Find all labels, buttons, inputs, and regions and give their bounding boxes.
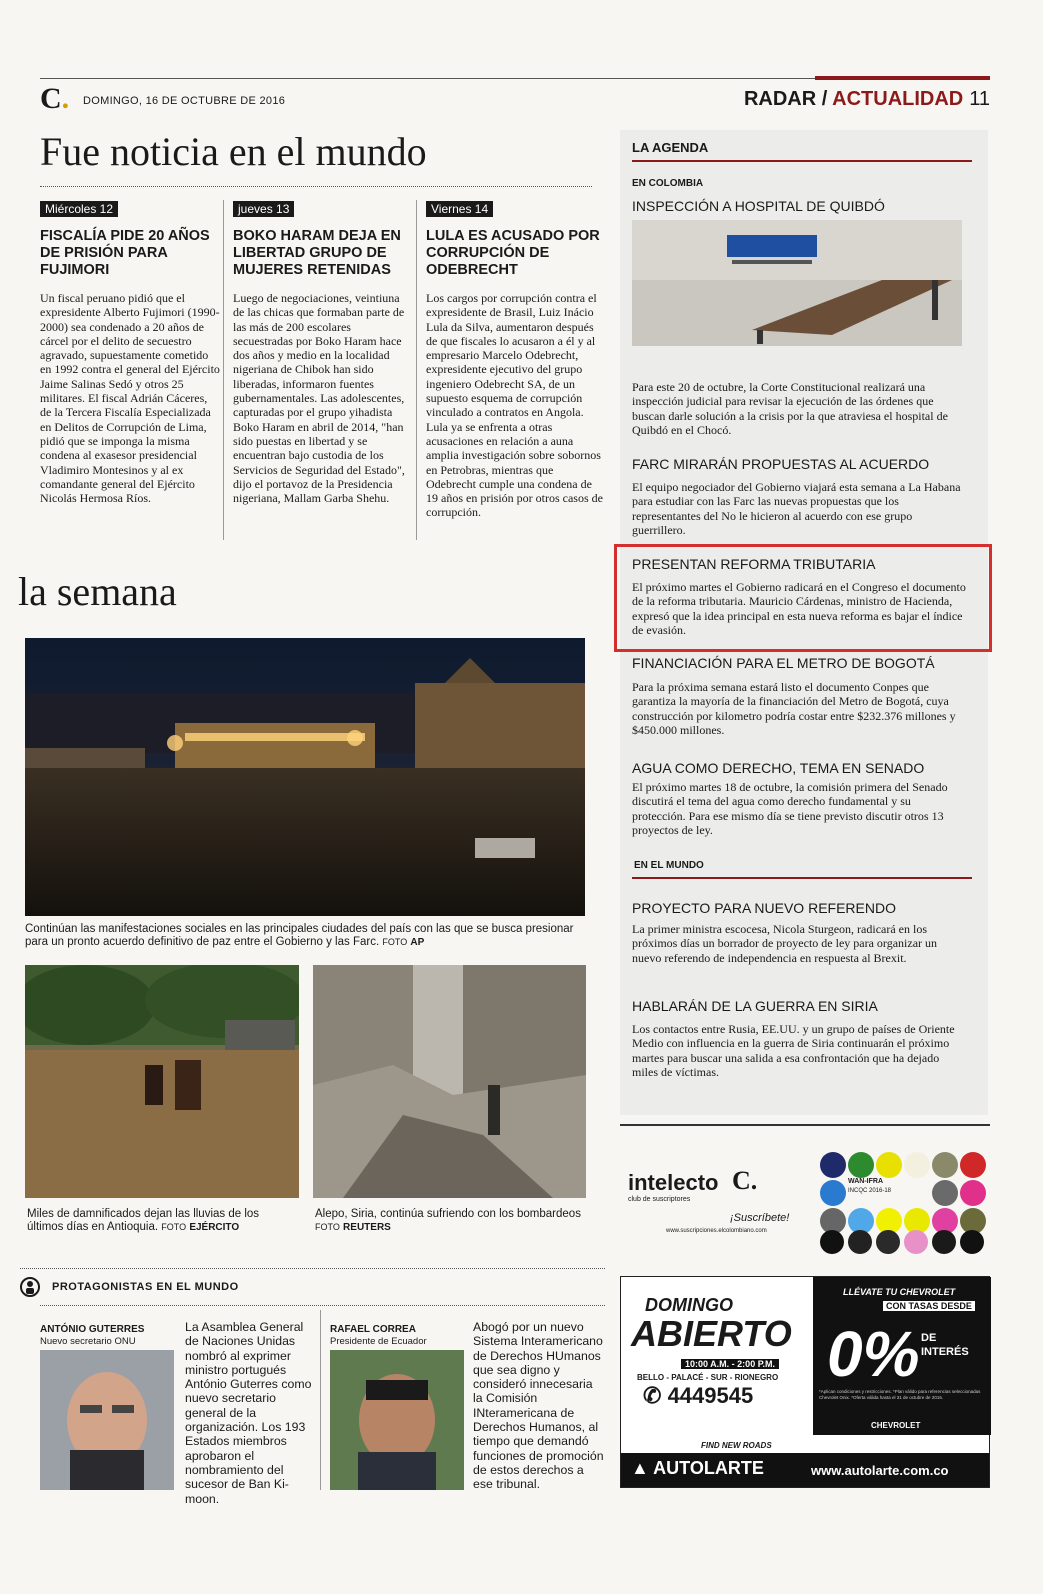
day-column (40, 200, 220, 505)
incqc-label: INCQC 2016-18 (848, 1188, 892, 1194)
ad-fine-print: *Aplican condiciones y restricciones. *Plan válido para referencias seleccionadas Chevrolet Onix. *Oferta válida hasta el 31 de octubre de 2016. (819, 1389, 981, 1400)
day-headline: LULA ES ACUSADO POR CORRUPCIÓN DE ODEBRECHT (426, 228, 600, 278)
flood-photo (25, 965, 299, 1198)
hospital-photo (632, 220, 962, 346)
photo-caption: Miles de damnificados dejan las lluvias de los últimos días en Antioquia. FOTO EJÉRCITO (27, 1208, 260, 1233)
issue-date: DOMINGO, 16 DE OCTUBRE DE 2016 (83, 95, 286, 107)
day-body: Luego de negociaciones, veintiuna de las chicas que formaban parte de las más de 200 escolares secuestradas por Boko Haram hace dos años y medio en la localidad nigeriana de Chibok han sido liberadas, informaron fuentes gubernamentales. Las adolescentes, capturadas por el grupo yihadista Boko Haram en abril de 2014, "han sido puestas en libertad y se encuentran bajo custodia de los Servicios de Seguridad del Estado", dijo el portavoz de la Presidencia nigeriana, Mallam Garba Shehu. (233, 291, 405, 506)
day-badge: jueves 13 (233, 201, 294, 217)
ad-phone[interactable]: ✆ 4449545 (643, 1383, 754, 1408)
correa-portrait (330, 1350, 464, 1490)
person-icon (20, 1277, 40, 1297)
title-divider (40, 186, 592, 187)
agenda-headline: FARC MIRARÁN PROPUESTAS AL ACUERDO (632, 456, 930, 472)
autolarte-brand: ▲ AUTOLARTE (631, 1458, 764, 1478)
day-column (426, 200, 606, 520)
day-body: Un fiscal peruano pidió que el expresidente Alberto Fujimori (1990-2000) sea condenado a 20 años de cárcel por el delito de secuestro agravado, supuestamente cometido en 1992 contra el general del Ejército Jaime Salinas Sedó y otros 25 militares. El fiscal Adrián Cáceres, de la Tercera Fiscalía Especializada en Delitos de Corrupción de Lima, pidió que se imponga la misma condena al exasesor presidencial Vladimiro Montesinos y al ex comandante general del Ejército Nicolás Hermosa Ríos. (40, 291, 220, 506)
intelecto-cta[interactable]: ¡Suscríbete! (730, 1212, 790, 1224)
color-swatch (960, 1180, 986, 1206)
agenda-body: El próximo martes 18 de octubre, la comisión primera del Senado discutirá el tema del agua como derecho fundamental y su protección. Para ese mismo día se tiene previsto discutir otros 13 proyectos de ley. (632, 780, 948, 837)
section-divider (620, 1124, 990, 1126)
agenda-sub-colombia: EN COLOMBIA (632, 178, 704, 189)
ad-line1: DOMINGO (645, 1295, 733, 1315)
intelecto-logo: C. (732, 1166, 758, 1195)
semana-title: la semana (18, 569, 177, 614)
intelecto-brand: intelecto (628, 1170, 719, 1195)
intelecto-sub: club de suscriptores (628, 1196, 691, 1203)
ad-line2: ABIERTO (631, 1313, 792, 1354)
agenda-headline: PROYECTO PARA NUEVO REFERENDO (632, 900, 896, 916)
color-swatch (904, 1230, 928, 1254)
agenda-sub-mundo: EN EL MUNDO (634, 860, 704, 871)
color-swatch (876, 1152, 902, 1178)
color-swatch (932, 1230, 956, 1254)
person-name: ANTÓNIO GUTERRES (40, 1324, 145, 1335)
chevrolet-label: CHEVROLET (871, 1421, 921, 1430)
newspaper-logo: C. (40, 82, 70, 115)
color-swatch (820, 1230, 844, 1254)
autolarte-logo-icon: ▲ (631, 1458, 649, 1478)
agenda-headline: PRESENTAN REFORMA TRIBUTARIA (632, 556, 876, 572)
photo-caption: Alepo, Siria, continúa sufriendo con los bombardeos FOTO REUTERS (315, 1208, 581, 1233)
person-name: RAFAEL CORREA (330, 1324, 416, 1335)
agenda-headline: AGUA COMO DERECHO, TEMA EN SENADO (632, 760, 925, 776)
agenda-rule (632, 160, 972, 162)
agenda-headline: FINANCIACIÓN PARA EL METRO DE BOGOTÁ (632, 655, 935, 671)
ad-rate-label: DE INTERÉS (921, 1332, 969, 1358)
day-badge: Miércoles 12 (40, 201, 118, 217)
agenda-body: El próximo martes el Gobierno radicará en el Congreso el documento de la reforma tributaria. Mauricio Cárdenas, ministro de Hacienda, expresó que la idea principal en esta nueva reforma es bajar el índice de evasión. (632, 580, 966, 637)
ad-promo1: LLÉVATE TU CHEVROLET (843, 1287, 956, 1297)
day-column (233, 200, 413, 505)
color-swatch (848, 1152, 874, 1178)
person-body: La Asamblea General de Naciones Unidas nombró al exprimer ministro portugués António Guterres como nuevo secretario general de la organización. Los 193 Estados miembros aprobaron el nombramiento del sucesor de Ban Ki-moon. (185, 1320, 312, 1506)
ad-rate: 0% (827, 1318, 920, 1390)
agenda-headline: INSPECCIÓN A HOSPITAL DE QUIBDÓ (632, 198, 885, 214)
agenda-body: La primer ministra escocesa, Nicola Sturgeon, radicará en los próximos días un borrador de proyecto de ley para organizar un nuevo referendo de independencia en respuesta al Brexit. (632, 922, 938, 965)
color-swatch (820, 1152, 846, 1178)
column-divider (416, 200, 417, 540)
person-role: Presidente de Ecuador (330, 1336, 427, 1347)
protagonistas-divider (20, 1268, 605, 1269)
aleppo-photo (313, 965, 586, 1198)
person-body: Abogó por un nuevo Sistema Interamericano de Derechos HUmanos que sea digno y consideró innecesaria la Comisión INteramericana de Derechos Humanos, al tiempo que demandó funciones de promoción de estos derechos a ese tribunal. (473, 1320, 604, 1492)
guterres-portrait (40, 1350, 174, 1490)
color-swatch (932, 1152, 958, 1178)
section-label: RADAR / ACTUALIDAD 11 (743, 88, 990, 110)
color-swatch (960, 1230, 984, 1254)
header-rule-accent (815, 76, 990, 80)
agenda-label: LA AGENDA (632, 140, 709, 155)
agenda-body: El equipo negociador del Gobierno viajará esta semana a La Habana para estudiar con las Farc las nuevas propuestas que los representantes del No le hicieron al acuerdo con ese grupo guerrillero. (632, 480, 961, 537)
color-swatch (876, 1230, 900, 1254)
color-swatch (904, 1152, 930, 1178)
highlight-box (614, 544, 992, 652)
protest-photo (25, 638, 585, 916)
agenda-body: Los contactos entre Rusia, EE.UU. y un grupo de países de Oriente Medio con influencia en la guerra de Siria continuarán el próximo martes para buscar una salida a esa confrontación que ha dejado miles de víctimas. (632, 1022, 955, 1079)
agenda-rule (632, 877, 972, 879)
agenda-body: Para la próxima semana estará listo el documento Conpes que garantiza la mayoría de la financiación del Metro de Bogotá, cuya construcción por kilometro podría costar entre $232.376 millones y $450.000 millones. (632, 680, 956, 737)
ad-hours: 10:00 A.M. - 2:00 P.M. (681, 1359, 779, 1369)
column-divider (320, 1310, 321, 1490)
intelecto-url[interactable]: www.suscripciones.elcolombiano.com (666, 1228, 767, 1234)
day-headline: BOKO HARAM DEJA EN LIBERTAD GRUPO DE MUJERES RETENIDAS (233, 228, 401, 278)
photo-caption: Continúan las manifestaciones sociales en las principales ciudades del país con las que se busca presionar para un pronto acuerdo definitivo de paz entre el Gobierno y las Farc. FOTO AP (25, 923, 574, 948)
autolarte-web[interactable]: www.autolarte.com.co (811, 1463, 949, 1478)
ad-promo2: CON TASAS DESDE (883, 1301, 975, 1311)
wan-ifra-label: WAN-IFRA (848, 1178, 883, 1185)
color-swatch (820, 1180, 846, 1206)
column-divider (223, 200, 224, 540)
ad-places: BELLO - PALACÉ - SUR - RIONEGRO (637, 1373, 779, 1382)
person-role: Nuevo secretario ONU (40, 1336, 136, 1347)
color-swatch (932, 1180, 958, 1206)
protagonistas-label: PROTAGONISTAS EN EL MUNDO (52, 1281, 239, 1293)
findnew-label: FIND NEW ROADS (701, 1441, 772, 1450)
day-badge: Viernes 14 (426, 201, 493, 217)
agenda-body: Para este 20 de octubre, la Corte Constitucional realizará una inspección judicial para revisar la ejecución de las órdenes que buscan darle solución a la crisis por la que atraviesa el hospital de Quibdó en el Chocó. (632, 380, 948, 437)
phone-icon: ✆ (643, 1383, 662, 1408)
protagonistas-divider (40, 1305, 605, 1306)
color-swatch (960, 1152, 986, 1178)
intelecto-ad (620, 1130, 990, 1255)
day-body: Los cargos por corrupción contra el expresidente de Brasil, Luiz Inácio Lula da Silva, aumentaron después de que fiscales lo acusaron a él y al empresario Marcelo Odebrecht, expresidente ejecutivo del grupo ingeniero Odebrecht SA, de un supuesto esquema de corrupción vinculado a contratos en Angola. Lula ya se enfrenta a otras acusaciones en relación a auna amplia investigación sobre sobornos en Petrobras, mientras que Odebrecht cumple una condena de 19 años en prisión por otros casos de corrupción. (426, 291, 603, 520)
page-title: Fue noticia en el mundo (40, 129, 427, 174)
autolarte-ad[interactable] (620, 1276, 990, 1488)
agenda-headline: HABLARÁN DE LA GUERRA EN SIRIA (632, 998, 878, 1014)
day-headline: FISCALÍA PIDE 20 AÑOS DE PRISIÓN PARA FUJIMORI (40, 228, 210, 278)
color-swatch (848, 1230, 872, 1254)
